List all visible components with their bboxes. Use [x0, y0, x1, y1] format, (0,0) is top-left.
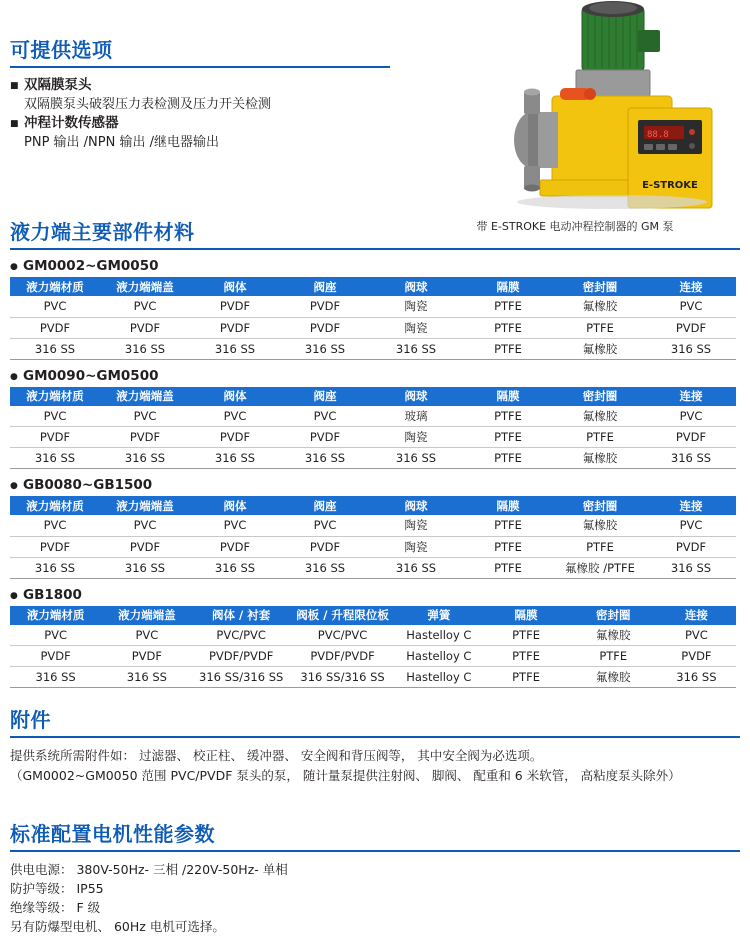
col-header: 阀座: [280, 387, 370, 406]
cell: PTFE: [554, 427, 646, 448]
cell: PTFE: [462, 317, 554, 338]
cell: 陶瓷: [370, 536, 462, 557]
cell: PTFE: [482, 667, 569, 688]
cell: Hastelloy C: [395, 667, 482, 688]
col-header: 液力端端盖: [100, 387, 190, 406]
cell: PVC: [101, 625, 192, 646]
cell: 316 SS: [190, 338, 280, 359]
cell: 氟橡胶: [554, 338, 646, 359]
cell: PVDF: [657, 646, 736, 667]
table-row: [10, 625, 736, 646]
cell: 316 SS/316 SS: [193, 667, 290, 688]
cell: PTFE: [462, 296, 554, 317]
pump-illustration-svg: [432, 0, 742, 235]
cell: PVDF: [10, 427, 100, 448]
pump-image-caption: 带 E-STROKE 电动冲程控制器的 GM 泵: [476, 220, 674, 233]
col-header: 阀体 / 衬套: [193, 606, 290, 625]
cell: PVDF: [280, 296, 370, 317]
cell: PVC: [190, 515, 280, 536]
cell: PVDF: [280, 536, 370, 557]
cell: 316 SS: [100, 338, 190, 359]
cell: PVC: [100, 296, 190, 317]
materials-table-3: [10, 496, 736, 579]
materials-table-1: [10, 277, 736, 360]
cell: PTFE: [462, 536, 554, 557]
cell: PVDF: [190, 536, 280, 557]
col-header: 液力端材质: [10, 606, 101, 625]
cell: PVC: [646, 406, 736, 427]
cell: PVC: [10, 515, 100, 536]
cell: PVC: [646, 296, 736, 317]
cell: 316 SS: [10, 667, 101, 688]
accessories-title-rule: [10, 736, 740, 738]
svg-text:E-STROKE: E-STROKE: [642, 180, 698, 191]
table-row: [10, 427, 736, 448]
cell: 316 SS: [190, 448, 280, 469]
cell: PTFE: [462, 338, 554, 359]
col-header: 阀体: [190, 277, 280, 296]
cell: 316 SS: [657, 667, 736, 688]
table-row: [10, 515, 736, 536]
cell: PTFE: [554, 317, 646, 338]
col-header: 阀座: [280, 496, 370, 515]
motor-title: 标准配置电机性能参数: [10, 822, 215, 846]
motor-section: [10, 818, 740, 936]
table-row: [10, 448, 736, 469]
cell: 316 SS: [10, 448, 100, 469]
col-header: 隔膜: [462, 277, 554, 296]
cell: PVDF: [190, 317, 280, 338]
cell: PTFE: [570, 646, 657, 667]
cell: 316 SS: [100, 557, 190, 578]
table-row: [10, 646, 736, 667]
cell: 316 SS: [10, 338, 100, 359]
cell: PVC: [280, 515, 370, 536]
cell: PTFE: [462, 448, 554, 469]
cell: PVC: [10, 296, 100, 317]
cell: PVDF: [100, 536, 190, 557]
cell: 陶瓷: [370, 427, 462, 448]
cell: Hastelloy C: [395, 646, 482, 667]
motor-power-supply: 供电电源： 380V-50Hz- 三相 /220V-50Hz- 单相: [10, 862, 288, 877]
option-bullet-2: ■ 冲程计数传感器: [10, 114, 390, 133]
svg-text:88.8: 88.8: [647, 130, 669, 140]
table-header-row: [10, 606, 736, 625]
cell: PTFE: [482, 646, 569, 667]
cell: 氟橡胶 /PTFE: [554, 557, 646, 578]
cell: PVDF: [10, 536, 100, 557]
col-header: 液力端端盖: [101, 606, 192, 625]
cell: PVC: [646, 515, 736, 536]
cell: 316 SS: [646, 338, 736, 359]
cell: PVDF: [190, 296, 280, 317]
col-header: 密封圈: [554, 387, 646, 406]
motor-title-rule: [10, 850, 740, 852]
col-header: 密封圈: [570, 606, 657, 625]
cell: 316 SS: [646, 448, 736, 469]
motor-note: 另有防爆型电机、 60Hz 电机可选择。: [10, 919, 225, 934]
cell: 316 SS: [370, 557, 462, 578]
model-group-label-3: ● GB0080~GB1500: [10, 477, 740, 493]
motor-protection-class: 防护等级： IP55: [10, 881, 104, 896]
cell: 316 SS/316 SS: [290, 667, 395, 688]
cell: PTFE: [462, 557, 554, 578]
cell: PVC/PVC: [193, 625, 290, 646]
accessories-section: [10, 704, 740, 786]
col-header: 液力端端盖: [100, 496, 190, 515]
col-header: 液力端端盖: [100, 277, 190, 296]
cell: PVDF: [100, 427, 190, 448]
cell: 316 SS: [101, 667, 192, 688]
table-header-row: [10, 496, 736, 515]
cell: Hastelloy C: [395, 625, 482, 646]
col-header: 隔膜: [482, 606, 569, 625]
col-header: 阀座: [280, 277, 370, 296]
cell: 316 SS: [190, 557, 280, 578]
cell: PVDF/PVDF: [193, 646, 290, 667]
col-header: 弹簧: [395, 606, 482, 625]
cell: PVDF: [646, 317, 736, 338]
cell: 316 SS: [10, 557, 100, 578]
cell: 316 SS: [100, 448, 190, 469]
options-title-rule: [10, 66, 390, 68]
cell: PTFE: [462, 427, 554, 448]
col-header: 液力端材质: [10, 277, 100, 296]
materials-section: [10, 216, 740, 688]
option-sub-1: 双隔膜泵头破裂压力表检测及压力开关检测: [24, 97, 272, 112]
col-header: 连接: [646, 277, 736, 296]
accessories-title: 附件: [10, 708, 51, 732]
col-header: 阀球: [370, 387, 462, 406]
cell: PVC: [100, 515, 190, 536]
cell: 316 SS: [280, 448, 370, 469]
option-bullet-1: ■ 双隔膜泵头: [10, 76, 390, 95]
cell: PVC: [280, 406, 370, 427]
option-sub-2: PNP 输出 /NPN 输出 /继电器输出: [24, 135, 219, 150]
cell: PVC: [10, 625, 101, 646]
table-row: [10, 557, 736, 578]
cell: PTFE: [554, 536, 646, 557]
col-header: 液力端材质: [10, 387, 100, 406]
model-group-label-1: ● GM0002~GM0050: [10, 258, 740, 274]
cell: 氟橡胶: [554, 515, 646, 536]
col-header: 密封圈: [554, 277, 646, 296]
col-header: 隔膜: [462, 387, 554, 406]
materials-table-4: [10, 606, 736, 689]
col-header: 阀板 / 升程限位板: [290, 606, 395, 625]
table-header-row: [10, 387, 736, 406]
table-row: [10, 667, 736, 688]
accessories-line-1: 提供系统所需附件如： 过滤器、 校正柱、 缓冲器、 安全阀和背压阀等， 其中安全阀为必选项。: [10, 748, 543, 763]
col-header: 阀球: [370, 496, 462, 515]
cell: PTFE: [462, 406, 554, 427]
motor-insulation-class: 绝缘等级： F 级: [10, 900, 101, 915]
col-header: 阀体: [190, 387, 280, 406]
model-group-label-4: ● GB1800: [10, 587, 740, 603]
cell: PVC: [190, 406, 280, 427]
cell: 氟橡胶: [554, 406, 646, 427]
materials-title-rule: [10, 248, 740, 250]
cell: PVDF: [280, 427, 370, 448]
table-header-row: [10, 277, 736, 296]
cell: PVDF: [100, 317, 190, 338]
col-header: 连接: [646, 387, 736, 406]
cell: PTFE: [482, 625, 569, 646]
cell: 316 SS: [280, 338, 370, 359]
materials-table-2: [10, 387, 736, 470]
cell: 陶瓷: [370, 317, 462, 338]
cell: 氟橡胶: [570, 667, 657, 688]
cell: PVDF: [280, 317, 370, 338]
cell: PTFE: [462, 515, 554, 536]
cell: 氟橡胶: [554, 296, 646, 317]
cell: 玻璃: [370, 406, 462, 427]
col-header: 液力端材质: [10, 496, 100, 515]
cell: PVDF: [646, 536, 736, 557]
cell: PVDF/PVDF: [290, 646, 395, 667]
options-section: [10, 34, 390, 152]
table-row: [10, 406, 736, 427]
col-header: 阀球: [370, 277, 462, 296]
pump-product-image: [432, 0, 742, 235]
table-row: [10, 536, 736, 557]
cell: PVC: [657, 625, 736, 646]
accessories-line-2: （GM0002~GM0050 范围 PVC/PVDF 泵头的泵， 随计量泵提供注射阀、 脚阀、 配重和 6 米软管， 高粘度泵头除外）: [10, 768, 681, 783]
cell: 氟橡胶: [554, 448, 646, 469]
cell: PVDF: [10, 317, 100, 338]
cell: 316 SS: [646, 557, 736, 578]
materials-title: 液力端主要部件材料: [10, 220, 195, 244]
cell: 陶瓷: [370, 296, 462, 317]
options-title: 可提供选项: [10, 38, 113, 62]
cell: 氟橡胶: [570, 625, 657, 646]
cell: PVC: [100, 406, 190, 427]
col-header: 阀体: [190, 496, 280, 515]
col-header: 隔膜: [462, 496, 554, 515]
col-header: 密封圈: [554, 496, 646, 515]
cell: PVC/PVC: [290, 625, 395, 646]
table-row: [10, 338, 736, 359]
col-header: 连接: [657, 606, 736, 625]
col-header: 连接: [646, 496, 736, 515]
cell: 陶瓷: [370, 515, 462, 536]
model-group-label-2: ● GM0090~GM0500: [10, 368, 740, 384]
cell: PVDF: [10, 646, 101, 667]
cell: PVC: [10, 406, 100, 427]
cell: PVDF: [101, 646, 192, 667]
cell: 316 SS: [370, 338, 462, 359]
cell: PVDF: [190, 427, 280, 448]
cell: 316 SS: [370, 448, 462, 469]
cell: PVDF: [646, 427, 736, 448]
table-row: [10, 317, 736, 338]
cell: 316 SS: [280, 557, 370, 578]
table-row: [10, 296, 736, 317]
